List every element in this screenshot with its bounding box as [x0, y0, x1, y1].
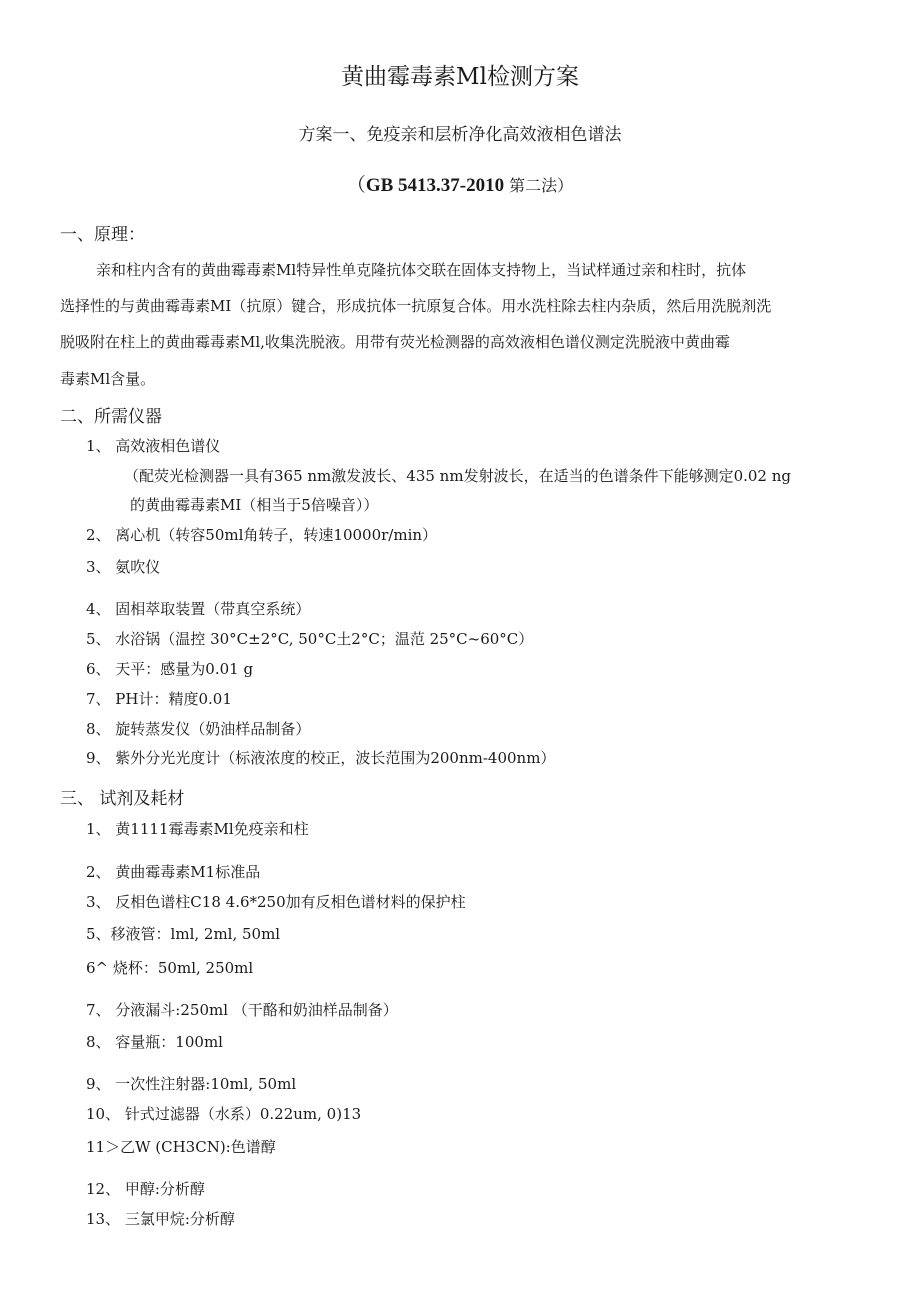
standard-method: 第二法）: [504, 176, 574, 195]
reagent-item: 8、 容量瓶：100ml: [86, 1033, 223, 1051]
instrument-item-detail: （配荧光检测器一具有365 nm激发波长、435 nm发射波长，在适当的色谱条件下能够测定0.02 ng: [124, 467, 791, 485]
reagent-item: 5、移液管：lml, 2ml, 50ml: [86, 925, 281, 943]
reagent-item: 12、 甲醇:分析醇: [86, 1180, 205, 1198]
instrument-item: 4、 固相萃取装置（带真空系统）: [86, 600, 311, 618]
standard-reference: [0, 170, 920, 197]
reagent-item: 7、 分液漏斗:250ml （干酪和奶油样品制备）: [86, 1001, 398, 1019]
document-title: 黄曲霉毒素Ml检测方案: [341, 64, 579, 90]
instrument-item: 7、 PH计：精度0.01: [86, 690, 232, 708]
instrument-item: 9、 紫外分光光度计（标液浓度的校正，波长范围为200nm-400nm）: [86, 749, 556, 767]
instrument-item: 2、 离心机（转容50ml角转子，转速10000r/min）: [86, 526, 438, 544]
standard-open-paren: （: [346, 174, 366, 196]
reagent-item: 3、 反相色谱柱C18 4.6*250加有反相色谱材料的保护柱: [86, 893, 466, 911]
instrument-item: 1、 高效液相色谱仪: [86, 437, 221, 455]
principle-line: 毒素Ml含量。: [60, 370, 156, 388]
document-subtitle: 方案一、免疫亲和层析净化高效液相色谱法: [298, 125, 622, 145]
instrument-item-detail: 的黄曲霉毒素MI（相当于5倍噪音））: [130, 496, 379, 514]
instrument-item: 3、 氨吹仪: [86, 558, 161, 576]
section-heading-instruments: 二、所需仪器: [60, 407, 162, 427]
instrument-item: 5、 水浴锅（温控 30°C±2°C, 50°C土2°C；温范 25°C~60°C）: [86, 630, 534, 648]
reagent-item: 6^ 烧杯：50ml, 250ml: [86, 959, 254, 977]
principle-line: 选择性的与黄曲霉毒素MI（抗原）键合，形成抗体一抗原复合体。用水洗柱除去柱内杂质，然后用洗脱剂洗: [60, 297, 772, 315]
section-heading-principle: 一、原理：: [60, 225, 145, 245]
standard-code: GB 5413.37-2010: [365, 175, 505, 196]
reagent-item: 2、 黄曲霉毒素M1标准品: [86, 863, 261, 881]
reagent-item: 13、 三氯甲烷:分析醇: [86, 1210, 235, 1228]
section-heading-reagents: 三、 试剂及耗材: [60, 789, 185, 809]
reagent-item: 11＞乙W (CH3CN):色谱醇: [86, 1138, 276, 1156]
instrument-item: 8、 旋转蒸发仪（奶油样品制备）: [86, 720, 311, 738]
instrument-item: 6、 天平：感量为0.01 g: [86, 660, 254, 678]
reagent-item: 9、 一次性注射器:10ml, 50ml: [86, 1075, 297, 1093]
principle-line: 脱吸附在柱上的黄曲霉毒素Ml,收集洗脱液。用带有荧光检测器的高效液相色谱仪测定洗脱液中黄曲霉: [60, 333, 730, 351]
principle-line: 亲和柱内含有的黄曲霉毒素Ml特异性单克隆抗体交联在固体支持物上，当试样通过亲和柱时，抗体: [96, 261, 747, 279]
reagent-item: 1、 黄1111霉毒素Ml免疫亲和柱: [86, 820, 309, 838]
reagent-item: 10、 针式过滤器（水系）0.22um, 0)13: [86, 1105, 362, 1123]
